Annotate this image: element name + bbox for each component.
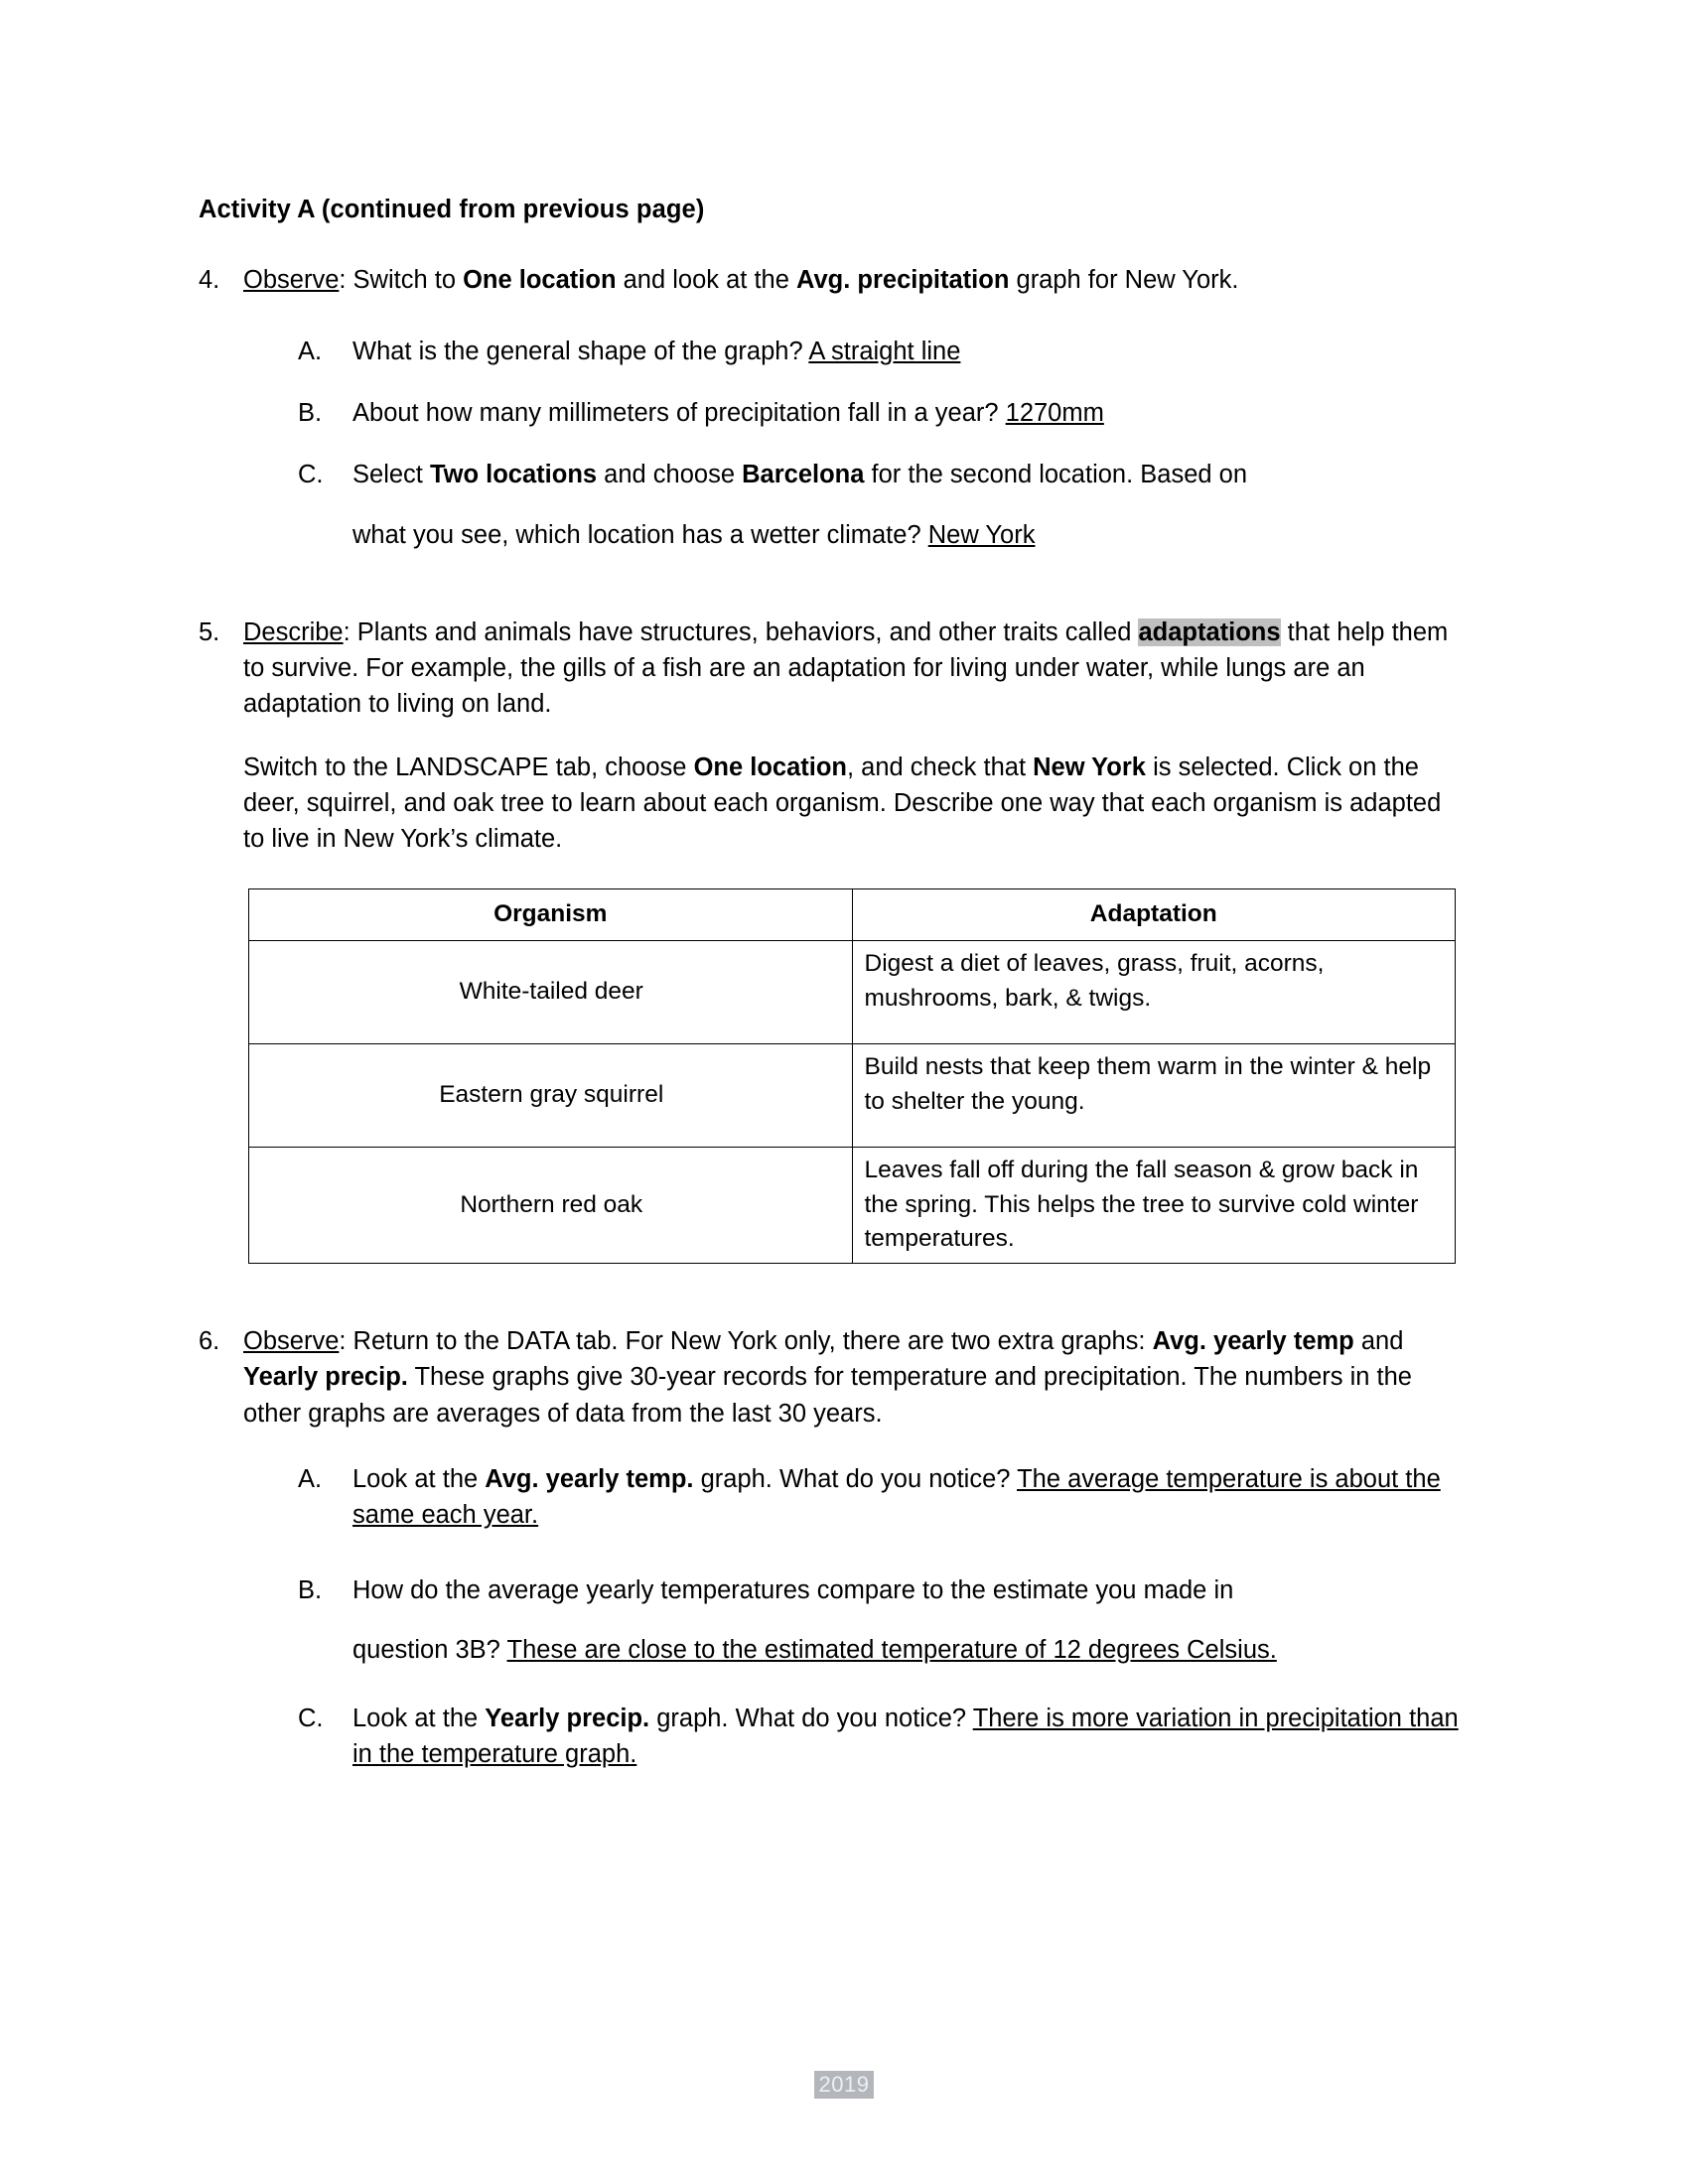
table-row xyxy=(249,1147,1456,1263)
item6-text-3: These graphs give 30-year records for temperature and precipitation. The numbers in the other graphs are averages of data from the last 30 years. xyxy=(243,1363,1412,1428)
item4c-question-line2: what you see, which location has a wetter climate? xyxy=(352,520,928,549)
list-marker-4a: A. xyxy=(298,338,323,366)
item6a-text-1: Look at the xyxy=(352,1464,486,1493)
item4-bold-1: One location xyxy=(463,265,617,294)
item4c-text-2: and choose xyxy=(597,461,743,489)
item5-p2-text-1: Switch to the LANDSCAPE tab, choose xyxy=(243,752,694,781)
item6-lead-label: Observe xyxy=(243,1327,340,1356)
item5-p2-text-3: is selected. Click on the deer, squirrel, and oak tree to learn about each organism. Describe one way that each organism is adapted to live in New York’s climate. xyxy=(243,752,1442,853)
document-body xyxy=(199,195,1460,1772)
item5-body xyxy=(243,618,1448,718)
item6-sublist xyxy=(199,1461,1460,1772)
list-item-6 xyxy=(199,1323,1460,1432)
table-row xyxy=(249,940,1456,1043)
item6-text-2: and xyxy=(1353,1327,1404,1356)
spacer xyxy=(199,298,1460,334)
list-item-4b xyxy=(298,395,1460,431)
item4c-text-3: for the second location. Based on xyxy=(864,461,1248,489)
list-item-6c xyxy=(298,1701,1460,1772)
spacer xyxy=(199,431,1460,457)
item5-text-2: that help them to survive. For example, the gills of a fish are an adaptation for living under water, while lungs are an adaptation to living on land. xyxy=(243,617,1449,719)
item5-p2-text-2: , and check that xyxy=(847,752,1034,781)
item6a-bold: Avg. yearly temp. xyxy=(485,1464,694,1493)
item4c-bold-2: Barcelona xyxy=(742,461,865,489)
spacer xyxy=(199,857,1460,888)
item5-p2-bold-1: One location xyxy=(693,752,847,781)
item4-sublist xyxy=(199,334,1460,553)
item4-bold-2: Avg. precipitation xyxy=(796,265,1010,294)
spacer xyxy=(199,1432,1460,1461)
table-cell-adaptation: Leaves fall off during the fall season & grow back in the spring. This helps the tree to survive cold winter temperatures. xyxy=(852,1147,1456,1263)
spacer xyxy=(199,226,1460,262)
item6c-text-1: Look at the xyxy=(352,1704,486,1732)
list-marker-5: 5. xyxy=(199,617,220,646)
spacer xyxy=(352,493,1460,517)
list-item-6a xyxy=(298,1461,1460,1533)
list-marker-6a: A. xyxy=(298,1464,323,1493)
list-item-4a xyxy=(298,334,1460,369)
spacer xyxy=(199,1669,1460,1701)
list-item-4 xyxy=(199,262,1460,298)
list-marker-4b: B. xyxy=(298,399,323,428)
item6c-bold: Yearly precip. xyxy=(485,1704,650,1732)
table-cell-organism: Northern red oak xyxy=(249,1147,853,1263)
spacer xyxy=(199,1264,1460,1323)
spacer xyxy=(243,723,1460,750)
item6b-question-line1: How do the average yearly temperatures compare to the estimate you made in xyxy=(352,1576,1234,1605)
item6b-question-line2: question 3B? xyxy=(352,1636,507,1665)
item4-lead-label: Observe xyxy=(243,265,340,294)
list-item-4c xyxy=(298,457,1460,552)
item4-text-1: : Switch to xyxy=(339,265,464,294)
item4-body xyxy=(243,266,1238,294)
item5-p2-bold-2: New York xyxy=(1033,752,1146,781)
list-marker-6: 6. xyxy=(199,1327,220,1356)
item5-lead-label: Describe xyxy=(243,617,344,646)
table-cell-organism: Eastern gray squirrel xyxy=(249,1043,853,1147)
item6-bold-2: Yearly precip. xyxy=(243,1363,408,1392)
page-title: Activity A (continued from previous page) xyxy=(199,196,705,223)
list-marker-4: 4. xyxy=(199,265,220,294)
item4b-answer: 1270mm xyxy=(1005,399,1104,428)
list-item-6b xyxy=(298,1572,1460,1668)
list-marker-6c: C. xyxy=(298,1704,324,1732)
table-body xyxy=(249,940,1456,1263)
spacer xyxy=(352,1608,1460,1632)
table-header-row xyxy=(249,889,1456,941)
item4a-answer: A straight line xyxy=(808,338,961,366)
item4c-text-1: Select xyxy=(352,461,430,489)
item5-text-1: : Plants and animals have structures, behaviors, and other traits called xyxy=(343,617,1139,646)
item6-body xyxy=(243,1327,1412,1427)
item5-paragraph-2 xyxy=(243,750,1460,858)
item6a-text-2: graph. What do you notice? xyxy=(693,1464,1018,1493)
item4c-bold-1: Two locations xyxy=(429,461,598,489)
list-marker-4c: C. xyxy=(298,461,324,489)
organism-adaptation-table xyxy=(248,888,1456,1264)
item4a-question: What is the general shape of the graph? xyxy=(352,338,809,366)
list-item-5 xyxy=(199,614,1460,857)
item4-text-3: graph for New York. xyxy=(1009,265,1239,294)
page-footer xyxy=(0,2071,1688,2099)
table-head xyxy=(249,889,1456,941)
item4-text-2: and look at the xyxy=(616,265,796,294)
item6b-answer: These are close to the estimated temperature of 12 degrees Celsius. xyxy=(506,1636,1277,1665)
table-cell-organism: White-tailed deer xyxy=(249,940,853,1043)
item4c-answer: New York xyxy=(927,520,1036,549)
table-header-adaptation: Adaptation xyxy=(852,889,1456,941)
item6c-text-2: graph. What do you notice? xyxy=(649,1704,973,1732)
table-cell-adaptation: Build nests that keep them warm in the winter & help to shelter the young. xyxy=(852,1043,1456,1147)
spacer xyxy=(199,1533,1460,1572)
table-row xyxy=(249,1043,1456,1147)
spacer xyxy=(199,553,1460,614)
item6-bold-1: Avg. yearly temp xyxy=(1152,1327,1354,1356)
item5-highlight-term: adaptations xyxy=(1138,617,1281,646)
item6-text-1: : Return to the DATA tab. For New York only, there are two extra graphs: xyxy=(339,1327,1153,1356)
footer-year: 2019 xyxy=(814,2071,875,2099)
spacer xyxy=(199,369,1460,395)
item6c-answer: There is more variation in precipitation than in the temperature graph. xyxy=(352,1704,1459,1768)
item4b-question: About how many millimeters of precipitation fall in a year? xyxy=(352,399,1006,428)
list-marker-6b: B. xyxy=(298,1576,323,1605)
item6a-answer: The average temperature is about the same each year. xyxy=(352,1464,1441,1530)
table-cell-adaptation: Digest a diet of leaves, grass, fruit, acorns, mushrooms, bark, & twigs. xyxy=(852,940,1456,1043)
table-header-organism: Organism xyxy=(249,889,853,941)
